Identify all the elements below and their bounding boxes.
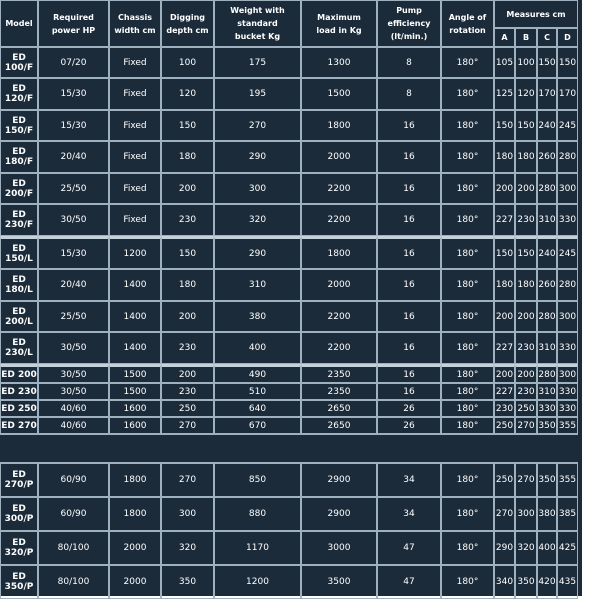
table-row bbox=[0, 236, 578, 269]
measure-a-cell: 105 bbox=[494, 47, 515, 78]
angle-cell: 180° bbox=[441, 269, 494, 301]
chassis-cell: 1400 bbox=[109, 332, 161, 364]
angle-cell: 180° bbox=[441, 364, 494, 383]
angle-cell: 180° bbox=[441, 531, 494, 565]
measure-a-cell: 150 bbox=[494, 110, 515, 141]
measure-d-cell: 330 bbox=[557, 383, 578, 400]
measure-a-cell: 200 bbox=[494, 364, 515, 383]
weight-cell: 320 bbox=[214, 204, 301, 236]
measure-d-cell: 300 bbox=[557, 364, 578, 383]
model-cell: ED 200/L bbox=[0, 301, 38, 332]
power-cell: 25/50 bbox=[38, 173, 109, 204]
measure-b-cell: 350 bbox=[515, 565, 537, 599]
measure-a-cell: 200 bbox=[494, 173, 515, 204]
model-cell: ED 270/P bbox=[0, 463, 38, 497]
chassis-cell: 1400 bbox=[109, 269, 161, 301]
measure-d-cell: 435 bbox=[557, 565, 578, 599]
measure-c-cell: 310 bbox=[537, 383, 557, 400]
load-cell: 2650 bbox=[301, 417, 377, 434]
digging-cell: 180 bbox=[161, 141, 214, 173]
digging-cell: 100 bbox=[161, 47, 214, 78]
measure-c-cell: 240 bbox=[537, 110, 557, 141]
chassis-cell: Fixed bbox=[109, 173, 161, 204]
measure-a-cell: 227 bbox=[494, 204, 515, 236]
table-row bbox=[0, 78, 578, 110]
header-measure-d: D bbox=[557, 28, 578, 47]
weight-cell: 290 bbox=[214, 141, 301, 173]
measure-b-cell: 230 bbox=[515, 204, 537, 236]
measure-a-cell: 180 bbox=[494, 269, 515, 301]
measure-b-cell: 230 bbox=[515, 332, 537, 364]
model-cell: ED 300/P bbox=[0, 497, 38, 531]
measure-b-cell: 200 bbox=[515, 301, 537, 332]
load-cell: 1800 bbox=[301, 110, 377, 141]
measure-b-cell: 270 bbox=[515, 417, 537, 434]
digging-cell: 270 bbox=[161, 417, 214, 434]
header-pump: Pump efficiency (lt/min.) bbox=[377, 0, 441, 47]
load-cell: 2000 bbox=[301, 269, 377, 301]
power-cell: 30/50 bbox=[38, 383, 109, 400]
table-row bbox=[0, 332, 578, 364]
chassis-cell: Fixed bbox=[109, 110, 161, 141]
load-cell: 2350 bbox=[301, 364, 377, 383]
chassis-cell: Fixed bbox=[109, 78, 161, 110]
header-measure-c: C bbox=[537, 28, 557, 47]
table-row bbox=[0, 364, 578, 383]
measure-d-cell: 330 bbox=[557, 204, 578, 236]
chassis-cell: Fixed bbox=[109, 141, 161, 173]
pump-cell: 34 bbox=[377, 463, 441, 497]
group-spacer bbox=[0, 434, 578, 463]
measure-d-cell: 330 bbox=[557, 400, 578, 417]
measure-a-cell: 340 bbox=[494, 565, 515, 599]
pump-cell: 26 bbox=[377, 417, 441, 434]
measure-c-cell: 150 bbox=[537, 47, 557, 78]
measure-d-cell: 150 bbox=[557, 47, 578, 78]
weight-cell: 300 bbox=[214, 173, 301, 204]
model-cell: ED 250 bbox=[0, 400, 38, 417]
chassis-cell: 1800 bbox=[109, 497, 161, 531]
power-cell: 20/40 bbox=[38, 141, 109, 173]
chassis-cell: 1400 bbox=[109, 301, 161, 332]
table-row bbox=[0, 110, 578, 141]
measure-c-cell: 240 bbox=[537, 236, 557, 269]
model-cell: ED 100/F bbox=[0, 47, 38, 78]
angle-cell: 180° bbox=[441, 78, 494, 110]
digging-cell: 120 bbox=[161, 78, 214, 110]
pump-cell: 16 bbox=[377, 269, 441, 301]
weight-cell: 290 bbox=[214, 236, 301, 269]
table-row bbox=[0, 497, 578, 531]
table-row bbox=[0, 463, 578, 497]
power-cell: 80/100 bbox=[38, 565, 109, 599]
angle-cell: 180° bbox=[441, 400, 494, 417]
header-measure-b: B bbox=[515, 28, 537, 47]
digging-cell: 250 bbox=[161, 400, 214, 417]
table-row bbox=[0, 141, 578, 173]
load-cell: 2200 bbox=[301, 301, 377, 332]
load-cell: 2650 bbox=[301, 400, 377, 417]
spacer-cell bbox=[0, 434, 578, 463]
weight-cell: 175 bbox=[214, 47, 301, 78]
power-cell: 15/30 bbox=[38, 78, 109, 110]
table-row bbox=[0, 400, 578, 417]
pump-cell: 16 bbox=[377, 204, 441, 236]
digging-cell: 200 bbox=[161, 364, 214, 383]
power-cell: 25/50 bbox=[38, 301, 109, 332]
weight-cell: 490 bbox=[214, 364, 301, 383]
digging-cell: 150 bbox=[161, 236, 214, 269]
power-cell: 15/30 bbox=[38, 110, 109, 141]
chassis-cell: 1200 bbox=[109, 236, 161, 269]
table-row bbox=[0, 173, 578, 204]
measure-a-cell: 290 bbox=[494, 531, 515, 565]
measure-b-cell: 150 bbox=[515, 236, 537, 269]
measure-d-cell: 355 bbox=[557, 463, 578, 497]
header-measure-a: A bbox=[494, 28, 515, 47]
weight-cell: 670 bbox=[214, 417, 301, 434]
angle-cell: 180° bbox=[441, 383, 494, 400]
measure-b-cell: 230 bbox=[515, 383, 537, 400]
chassis-cell: 2000 bbox=[109, 565, 161, 599]
load-cell: 2900 bbox=[301, 463, 377, 497]
header-chassis: Chassis width cm bbox=[109, 0, 161, 47]
measure-b-cell: 200 bbox=[515, 173, 537, 204]
header-model: Model bbox=[0, 0, 38, 47]
model-cell: ED 120/F bbox=[0, 78, 38, 110]
measure-c-cell: 350 bbox=[537, 463, 557, 497]
digging-cell: 180 bbox=[161, 269, 214, 301]
measure-b-cell: 150 bbox=[515, 110, 537, 141]
measure-a-cell: 180 bbox=[494, 141, 515, 173]
digging-cell: 300 bbox=[161, 497, 214, 531]
model-cell: ED 180/L bbox=[0, 269, 38, 301]
measure-b-cell: 320 bbox=[515, 531, 537, 565]
table-row bbox=[0, 47, 578, 78]
digging-cell: 230 bbox=[161, 332, 214, 364]
weight-cell: 640 bbox=[214, 400, 301, 417]
angle-cell: 180° bbox=[441, 301, 494, 332]
measure-d-cell: 355 bbox=[557, 417, 578, 434]
weight-cell: 1200 bbox=[214, 565, 301, 599]
angle-cell: 180° bbox=[441, 463, 494, 497]
measure-d-cell: 245 bbox=[557, 236, 578, 269]
digging-cell: 230 bbox=[161, 383, 214, 400]
measure-b-cell: 200 bbox=[515, 364, 537, 383]
power-cell: 07/20 bbox=[38, 47, 109, 78]
measure-d-cell: 300 bbox=[557, 301, 578, 332]
measure-d-cell: 280 bbox=[557, 269, 578, 301]
measure-c-cell: 310 bbox=[537, 204, 557, 236]
measure-c-cell: 280 bbox=[537, 173, 557, 204]
chassis-cell: Fixed bbox=[109, 204, 161, 236]
measure-a-cell: 250 bbox=[494, 417, 515, 434]
digging-cell: 270 bbox=[161, 463, 214, 497]
measure-a-cell: 150 bbox=[494, 236, 515, 269]
measure-c-cell: 380 bbox=[537, 497, 557, 531]
model-cell: ED 320/P bbox=[0, 531, 38, 565]
chassis-cell: 1600 bbox=[109, 417, 161, 434]
load-cell: 2200 bbox=[301, 204, 377, 236]
weight-cell: 270 bbox=[214, 110, 301, 141]
measure-a-cell: 227 bbox=[494, 332, 515, 364]
chassis-cell: 1800 bbox=[109, 463, 161, 497]
pump-cell: 8 bbox=[377, 47, 441, 78]
model-cell: ED 350/P bbox=[0, 565, 38, 599]
chassis-cell: 1500 bbox=[109, 383, 161, 400]
power-cell: 15/30 bbox=[38, 236, 109, 269]
header-measures: Measures cm bbox=[494, 0, 578, 28]
measure-a-cell: 200 bbox=[494, 301, 515, 332]
model-cell: ED 230/L bbox=[0, 332, 38, 364]
pump-cell: 47 bbox=[377, 531, 441, 565]
table-row bbox=[0, 565, 578, 599]
measure-c-cell: 260 bbox=[537, 269, 557, 301]
model-cell: ED 230 bbox=[0, 383, 38, 400]
measure-a-cell: 125 bbox=[494, 78, 515, 110]
measure-d-cell: 245 bbox=[557, 110, 578, 141]
angle-cell: 180° bbox=[441, 47, 494, 78]
angle-cell: 180° bbox=[441, 141, 494, 173]
measure-c-cell: 280 bbox=[537, 301, 557, 332]
header-weight: Weight with standard bucket Kg bbox=[214, 0, 301, 47]
weight-cell: 880 bbox=[214, 497, 301, 531]
measure-b-cell: 250 bbox=[515, 400, 537, 417]
header-digging: Digging depth cm bbox=[161, 0, 214, 47]
angle-cell: 180° bbox=[441, 236, 494, 269]
digging-cell: 230 bbox=[161, 204, 214, 236]
power-cell: 30/50 bbox=[38, 332, 109, 364]
table-row bbox=[0, 301, 578, 332]
table-row bbox=[0, 269, 578, 301]
measure-d-cell: 280 bbox=[557, 141, 578, 173]
load-cell: 1500 bbox=[301, 78, 377, 110]
pump-cell: 16 bbox=[377, 364, 441, 383]
measure-c-cell: 350 bbox=[537, 417, 557, 434]
weight-cell: 400 bbox=[214, 332, 301, 364]
chassis-cell: 1600 bbox=[109, 400, 161, 417]
angle-cell: 180° bbox=[441, 565, 494, 599]
weight-cell: 310 bbox=[214, 269, 301, 301]
measure-c-cell: 170 bbox=[537, 78, 557, 110]
load-cell: 2350 bbox=[301, 383, 377, 400]
measure-b-cell: 180 bbox=[515, 269, 537, 301]
power-cell: 20/40 bbox=[38, 269, 109, 301]
measure-a-cell: 227 bbox=[494, 383, 515, 400]
chassis-cell: Fixed bbox=[109, 47, 161, 78]
power-cell: 60/90 bbox=[38, 497, 109, 531]
measure-a-cell: 270 bbox=[494, 497, 515, 531]
load-cell: 3000 bbox=[301, 531, 377, 565]
measure-b-cell: 180 bbox=[515, 141, 537, 173]
pump-cell: 8 bbox=[377, 78, 441, 110]
pump-cell: 26 bbox=[377, 400, 441, 417]
measure-d-cell: 385 bbox=[557, 497, 578, 531]
measure-d-cell: 425 bbox=[557, 531, 578, 565]
weight-cell: 195 bbox=[214, 78, 301, 110]
angle-cell: 180° bbox=[441, 173, 494, 204]
load-cell: 2900 bbox=[301, 497, 377, 531]
power-cell: 60/90 bbox=[38, 463, 109, 497]
load-cell: 1300 bbox=[301, 47, 377, 78]
load-cell: 1800 bbox=[301, 236, 377, 269]
power-cell: 40/60 bbox=[38, 400, 109, 417]
load-cell: 3500 bbox=[301, 565, 377, 599]
load-cell: 2200 bbox=[301, 332, 377, 364]
pump-cell: 16 bbox=[377, 141, 441, 173]
model-cell: ED 150/F bbox=[0, 110, 38, 141]
header-angle: Angle of rotation bbox=[441, 0, 494, 47]
chassis-cell: 1500 bbox=[109, 364, 161, 383]
pump-cell: 47 bbox=[377, 565, 441, 599]
measure-c-cell: 260 bbox=[537, 141, 557, 173]
measure-c-cell: 420 bbox=[537, 565, 557, 599]
weight-cell: 510 bbox=[214, 383, 301, 400]
model-cell: ED 200/F bbox=[0, 173, 38, 204]
measure-b-cell: 270 bbox=[515, 463, 537, 497]
measure-a-cell: 230 bbox=[494, 400, 515, 417]
angle-cell: 180° bbox=[441, 417, 494, 434]
pump-cell: 16 bbox=[377, 236, 441, 269]
measure-d-cell: 330 bbox=[557, 332, 578, 364]
model-cell: ED 200 bbox=[0, 364, 38, 383]
table-row bbox=[0, 417, 578, 434]
table-row bbox=[0, 383, 578, 400]
pump-cell: 16 bbox=[377, 301, 441, 332]
model-cell: ED 230/F bbox=[0, 204, 38, 236]
angle-cell: 180° bbox=[441, 204, 494, 236]
table-row bbox=[0, 531, 578, 565]
power-cell: 80/100 bbox=[38, 531, 109, 565]
header-load: Maximum load in Kg bbox=[301, 0, 377, 47]
measure-b-cell: 120 bbox=[515, 78, 537, 110]
measure-d-cell: 170 bbox=[557, 78, 578, 110]
model-cell: ED 270 bbox=[0, 417, 38, 434]
digging-cell: 150 bbox=[161, 110, 214, 141]
model-cell: ED 150/L bbox=[0, 236, 38, 269]
measure-b-cell: 100 bbox=[515, 47, 537, 78]
power-cell: 40/60 bbox=[38, 417, 109, 434]
digging-cell: 320 bbox=[161, 531, 214, 565]
table-row bbox=[0, 204, 578, 236]
digging-cell: 200 bbox=[161, 301, 214, 332]
weight-cell: 850 bbox=[214, 463, 301, 497]
measure-c-cell: 280 bbox=[537, 364, 557, 383]
measure-a-cell: 250 bbox=[494, 463, 515, 497]
power-cell: 30/50 bbox=[38, 364, 109, 383]
pump-cell: 34 bbox=[377, 497, 441, 531]
angle-cell: 180° bbox=[441, 497, 494, 531]
chassis-cell: 2000 bbox=[109, 531, 161, 565]
header-power: Required power HP bbox=[38, 0, 109, 47]
pump-cell: 16 bbox=[377, 332, 441, 364]
weight-cell: 380 bbox=[214, 301, 301, 332]
pump-cell: 16 bbox=[377, 173, 441, 204]
digging-cell: 350 bbox=[161, 565, 214, 599]
pump-cell: 16 bbox=[377, 383, 441, 400]
angle-cell: 180° bbox=[441, 332, 494, 364]
digging-cell: 200 bbox=[161, 173, 214, 204]
measure-b-cell: 300 bbox=[515, 497, 537, 531]
measure-c-cell: 400 bbox=[537, 531, 557, 565]
measure-c-cell: 330 bbox=[537, 400, 557, 417]
measure-d-cell: 300 bbox=[557, 173, 578, 204]
angle-cell: 180° bbox=[441, 110, 494, 141]
load-cell: 2000 bbox=[301, 141, 377, 173]
load-cell: 2200 bbox=[301, 173, 377, 204]
model-cell: ED 180/F bbox=[0, 141, 38, 173]
measure-c-cell: 310 bbox=[537, 332, 557, 364]
weight-cell: 1170 bbox=[214, 531, 301, 565]
pump-cell: 16 bbox=[377, 110, 441, 141]
power-cell: 30/50 bbox=[38, 204, 109, 236]
